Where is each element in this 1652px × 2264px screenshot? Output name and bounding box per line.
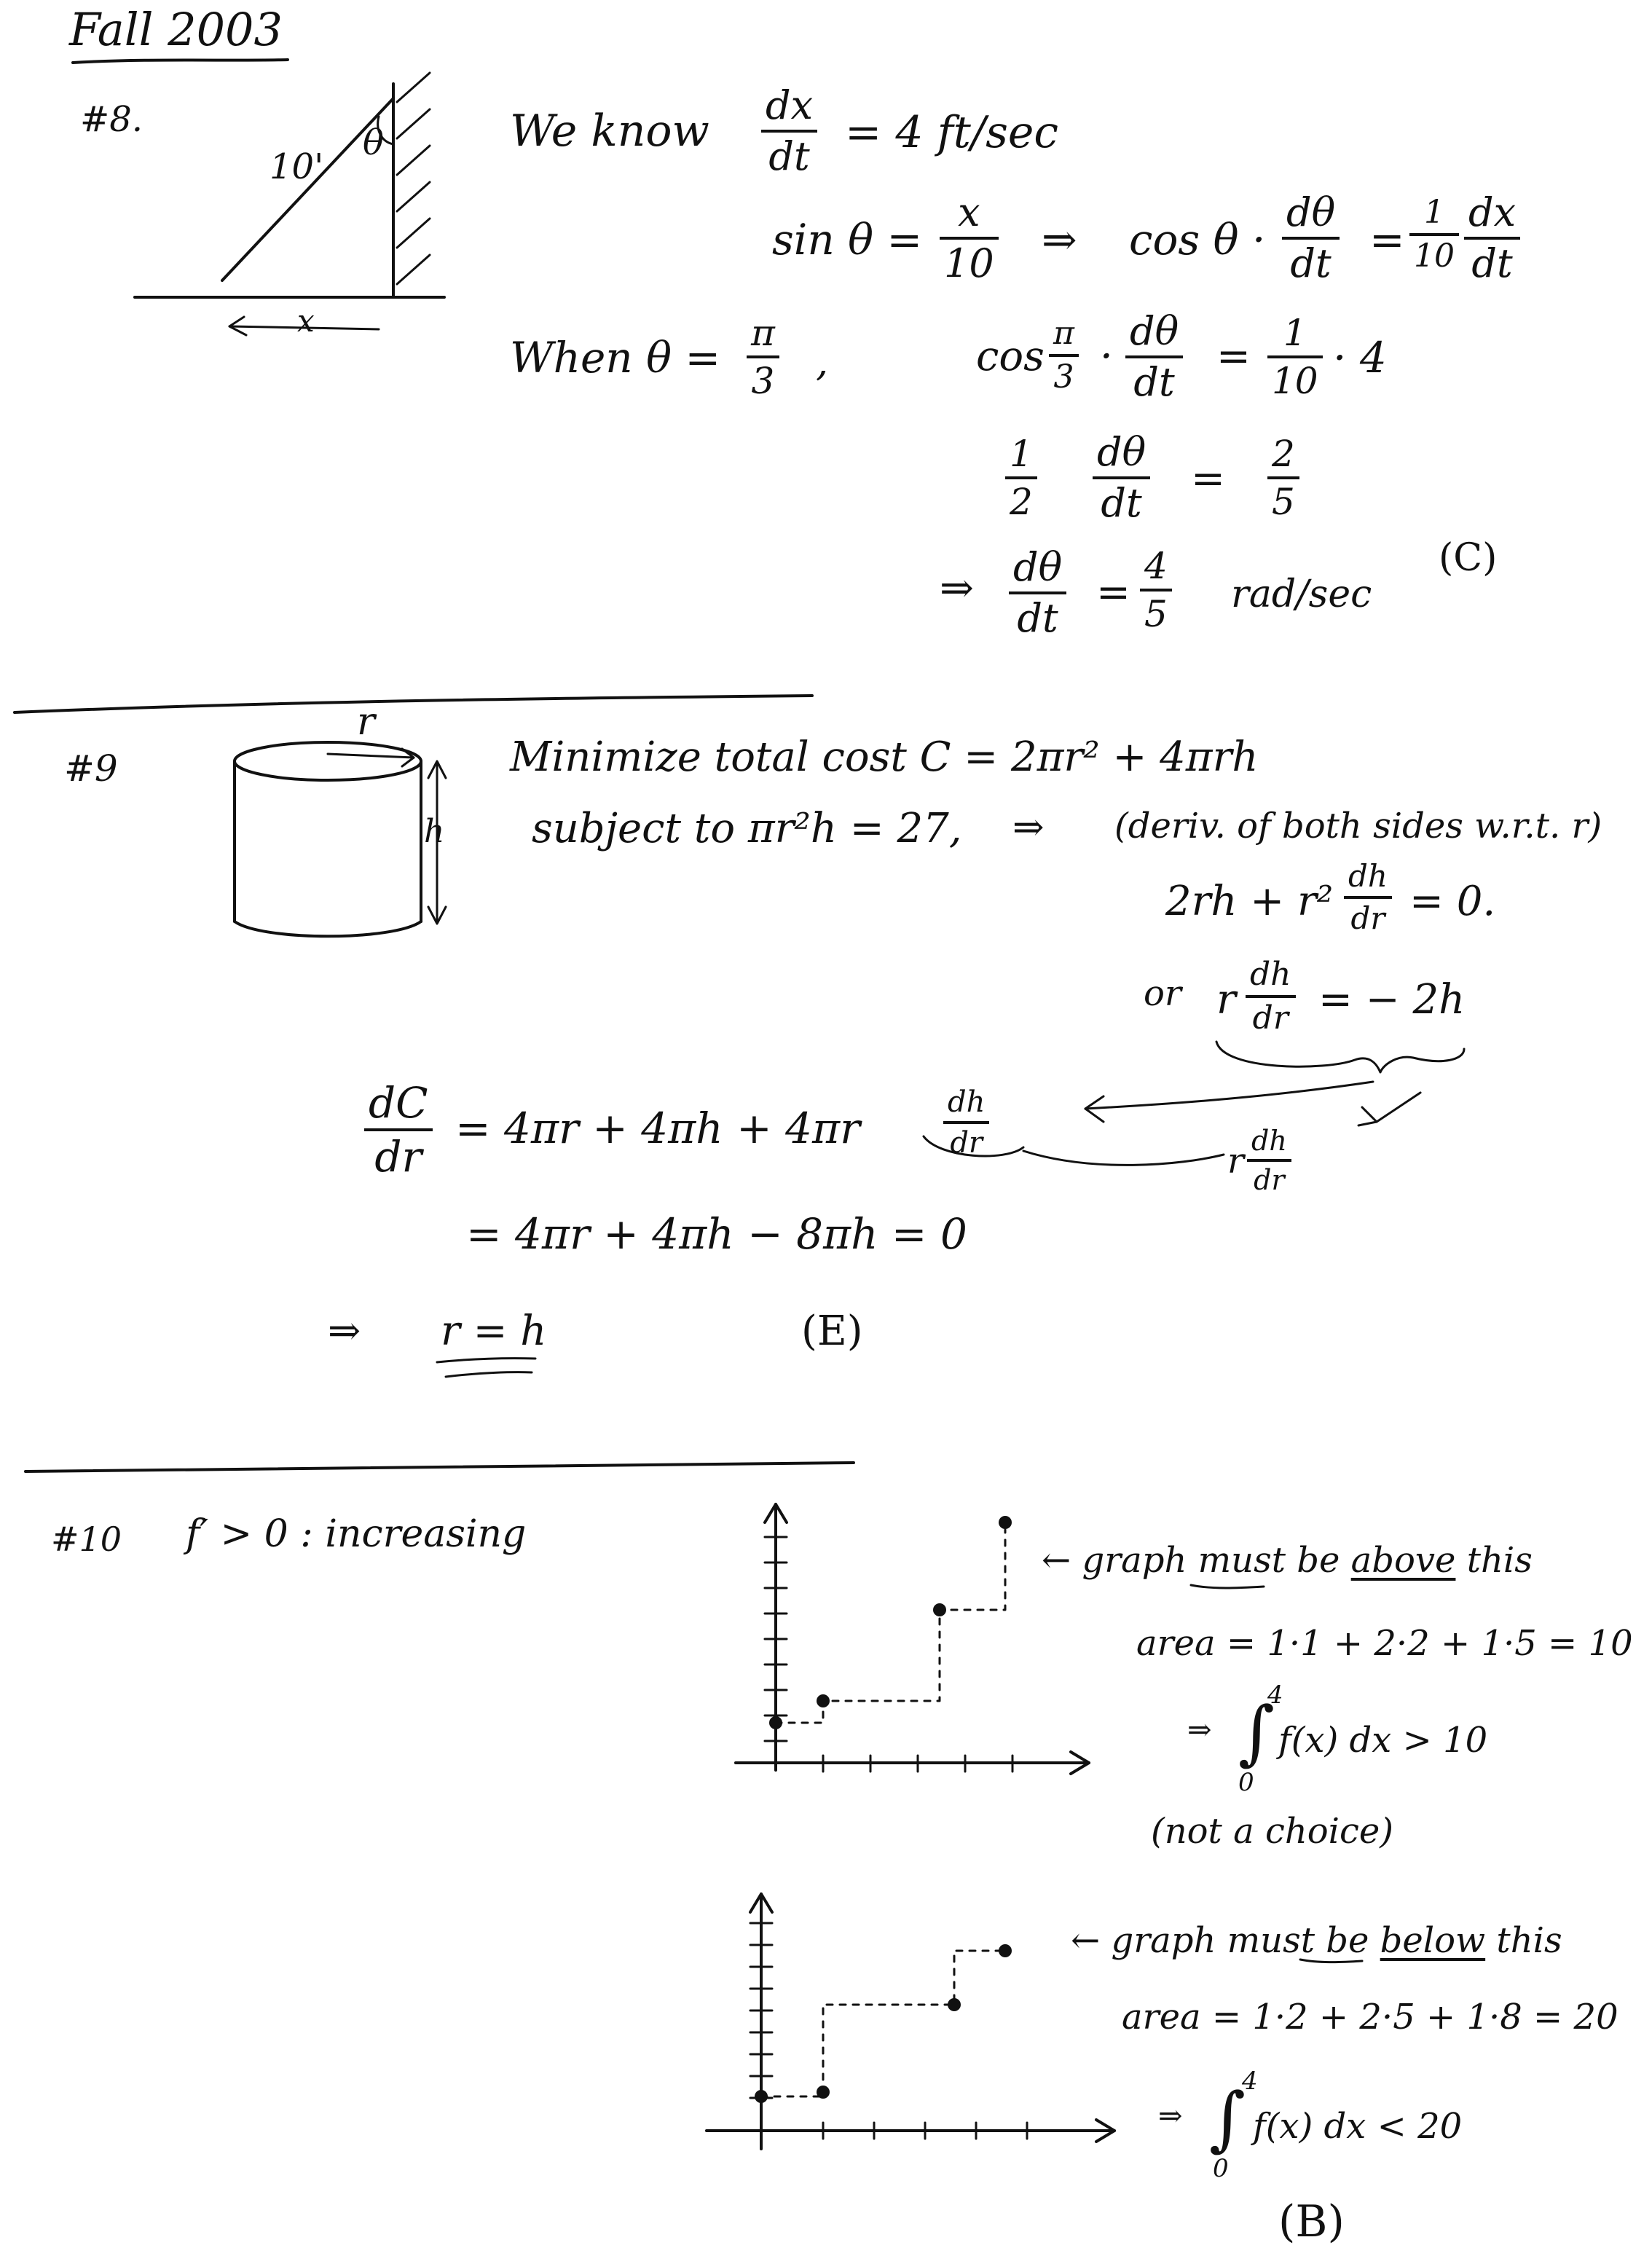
frac-num: dθ (1130, 308, 1179, 354)
frac-num: dx (766, 82, 814, 128)
frac-num: 1 (1424, 194, 1444, 231)
frac-num: 4 (1144, 545, 1168, 587)
integral-1: f(x) dx > 10 (1278, 1720, 1488, 1761)
above-underline (1191, 1585, 1264, 1588)
x-over-10 (940, 189, 999, 286)
implicit-derivative: 2rh + r² (1165, 878, 1334, 925)
pi-over-3 (747, 312, 779, 402)
integral-2: f(x) dx < 20 (1253, 2106, 1463, 2147)
frac-num: dC (369, 1078, 428, 1128)
frac-num: π (1053, 315, 1074, 352)
dtheta-dt-2 (1125, 308, 1183, 405)
frac-den: 5 (1144, 593, 1168, 635)
note-below (1071, 1920, 1562, 1961)
one-tenth-2 (1267, 312, 1323, 402)
note-above-word: above (1350, 1540, 1456, 1581)
increasing-statement: f′ > 0 : increasing (186, 1512, 527, 1556)
frac-num: dh (1250, 956, 1291, 993)
note-below-word: below (1380, 1920, 1486, 1961)
equals-3: = (1191, 455, 1225, 503)
angle-label: θ (363, 122, 384, 163)
dxdt-fraction (761, 82, 817, 179)
integral-sign-2: ∫ (1209, 2078, 1246, 2159)
step-path (776, 1530, 1005, 1723)
implies-2: ⇒ (940, 565, 974, 612)
problem-10-label: #10 (51, 1520, 122, 1559)
when-text: When θ = (510, 333, 721, 382)
equals: = (1369, 215, 1405, 264)
note-below-b: this (1496, 1920, 1562, 1961)
problem-8-label: #8. (80, 99, 143, 140)
area-1: area = 1·1 + 2·2 + 1·5 = 10 (1136, 1623, 1633, 1664)
step-path-2 (761, 1951, 1005, 2096)
r-label-side: r (1227, 1141, 1244, 1182)
times-four: · 4 (1333, 333, 1387, 382)
frac-num: dθ (1286, 189, 1336, 235)
cos-lhs: cos θ · (1129, 215, 1266, 264)
frac-den: 5 (1272, 481, 1295, 523)
dh-dr-4 (1247, 1127, 1291, 1194)
frac-den: dt (1471, 240, 1513, 286)
implies-6: ⇒ (1158, 2099, 1183, 2133)
answer-8: (C) (1439, 536, 1498, 580)
frac-num: π (751, 312, 775, 354)
frac-den: dt (768, 133, 810, 179)
result-r-equals-h: r = h (441, 1308, 547, 1355)
one-half (1005, 433, 1037, 523)
one-tenth (1409, 194, 1459, 275)
frac-num: dθ (1097, 429, 1146, 475)
frac-den: dr (374, 1132, 422, 1182)
frac-num: x (958, 189, 980, 235)
frac-den: dr (950, 1126, 983, 1160)
we-know-text: We know (510, 106, 709, 157)
note-above-b: this (1466, 1540, 1533, 1581)
brace-under-r-dhdr (1216, 1042, 1464, 1072)
frac-num: dh (1348, 858, 1388, 894)
equals-4: = (1096, 569, 1130, 616)
area-2: area = 1·2 + 2·5 + 1·8 = 20 (1122, 1997, 1618, 2037)
note-above (1042, 1540, 1533, 1581)
frac-den: 10 (944, 240, 994, 286)
dh-dr (1344, 858, 1392, 936)
not-a-choice: (not a choice) (1151, 1811, 1394, 1852)
integral-upper-1: 4 (1267, 1681, 1283, 1710)
frac-den: dt (1017, 595, 1058, 641)
cos-text: cos (976, 333, 1045, 380)
integral-lower-1: 0 (1238, 1768, 1254, 1797)
pi-over-3-b (1049, 315, 1079, 396)
radius-label: r (357, 700, 375, 744)
frac-den: dr (1254, 1164, 1285, 1196)
unit-rad-sec: rad/sec (1231, 573, 1372, 616)
implies-symbol: ⇒ (1042, 215, 1077, 264)
minimize-line: Minimize total cost C = 2πr² + 4πrh (510, 734, 1259, 781)
ladder-length-label: 10' (270, 146, 324, 187)
arrow-back (1023, 1151, 1224, 1165)
frac-num: 1 (1283, 312, 1307, 354)
title-underline (73, 60, 288, 63)
page-title: Fall 2003 (69, 3, 283, 56)
separator-line (15, 696, 812, 712)
separator-line-2 (25, 1463, 854, 1471)
answer-9: (E) (801, 1308, 863, 1355)
note-below-a: ← graph must be (1071, 1920, 1369, 1961)
integral-sign-1: ∫ (1238, 1691, 1275, 1773)
dot-times: · (1100, 333, 1113, 380)
dtheta-dt-4 (1009, 544, 1066, 641)
frac-den: dt (1101, 480, 1142, 526)
frac-den: 10 (1272, 360, 1318, 402)
equals-2: = (1216, 333, 1251, 380)
derivative-line-2: = 4πr + 4πh − 8πh = 0 (466, 1209, 967, 1259)
subject-line: subject to πr²h = 27, (532, 805, 962, 852)
equals-zero: = 0. (1409, 878, 1496, 925)
note-above-a: ← graph must be (1042, 1540, 1340, 1581)
frac-num: dh (948, 1085, 986, 1119)
frac-num: dθ (1013, 544, 1063, 590)
rate-text: = 4 ft/sec (845, 107, 1059, 158)
problem-9-label: #9 (64, 747, 118, 790)
comma: , (816, 339, 829, 385)
dh-dr-2 (1246, 956, 1296, 1037)
minus-2h: = − 2h (1318, 976, 1466, 1023)
frac-num: dh (1251, 1125, 1287, 1157)
implies-4: ⇒ (328, 1308, 361, 1353)
derivative-line: = 4πr + 4πh + 4πr (455, 1104, 860, 1153)
result-underline (437, 1359, 535, 1362)
frac-num: 1 (1010, 433, 1033, 475)
two-fifths (1267, 433, 1299, 523)
cylinder-figure (235, 742, 446, 936)
derivative-note: (deriv. of both sides w.r.t. r) (1114, 806, 1602, 846)
frac-den: 10 (1414, 237, 1455, 275)
wall-hatch (397, 73, 430, 102)
frac-den: 2 (1010, 481, 1033, 523)
frac-num: dx (1468, 189, 1517, 235)
integral-lower-2: 0 (1213, 2154, 1229, 2183)
ladder-figure (135, 73, 444, 339)
four-fifths (1140, 545, 1172, 635)
dC-dr (364, 1078, 433, 1182)
integral-upper-2: 4 (1242, 2067, 1258, 2096)
implies-5: ⇒ (1187, 1713, 1212, 1747)
frac-den: dt (1133, 359, 1175, 405)
height-label: h (424, 813, 445, 850)
frac-den: dr (1252, 999, 1289, 1037)
dtheta-dt-3 (1093, 429, 1150, 526)
dh-dr-3 (943, 1085, 989, 1160)
frac-den: dt (1290, 240, 1332, 286)
dx-dt-2 (1464, 189, 1520, 286)
frac-num: 2 (1272, 433, 1295, 475)
r-times: r (1216, 976, 1236, 1023)
or-text: or (1144, 973, 1181, 1014)
frac-den: 3 (1053, 358, 1074, 396)
implies-3: ⇒ (1012, 806, 1045, 849)
answer-10: (B) (1278, 2196, 1345, 2247)
sin-equation: sin θ = (772, 215, 923, 264)
arrow-to-dcdr (1085, 1082, 1373, 1109)
frac-den: 3 (751, 360, 775, 402)
radius-line (328, 754, 414, 758)
frac-den: dr (1350, 900, 1385, 936)
x-label: x (297, 303, 315, 339)
dtheta-dt (1282, 189, 1340, 286)
